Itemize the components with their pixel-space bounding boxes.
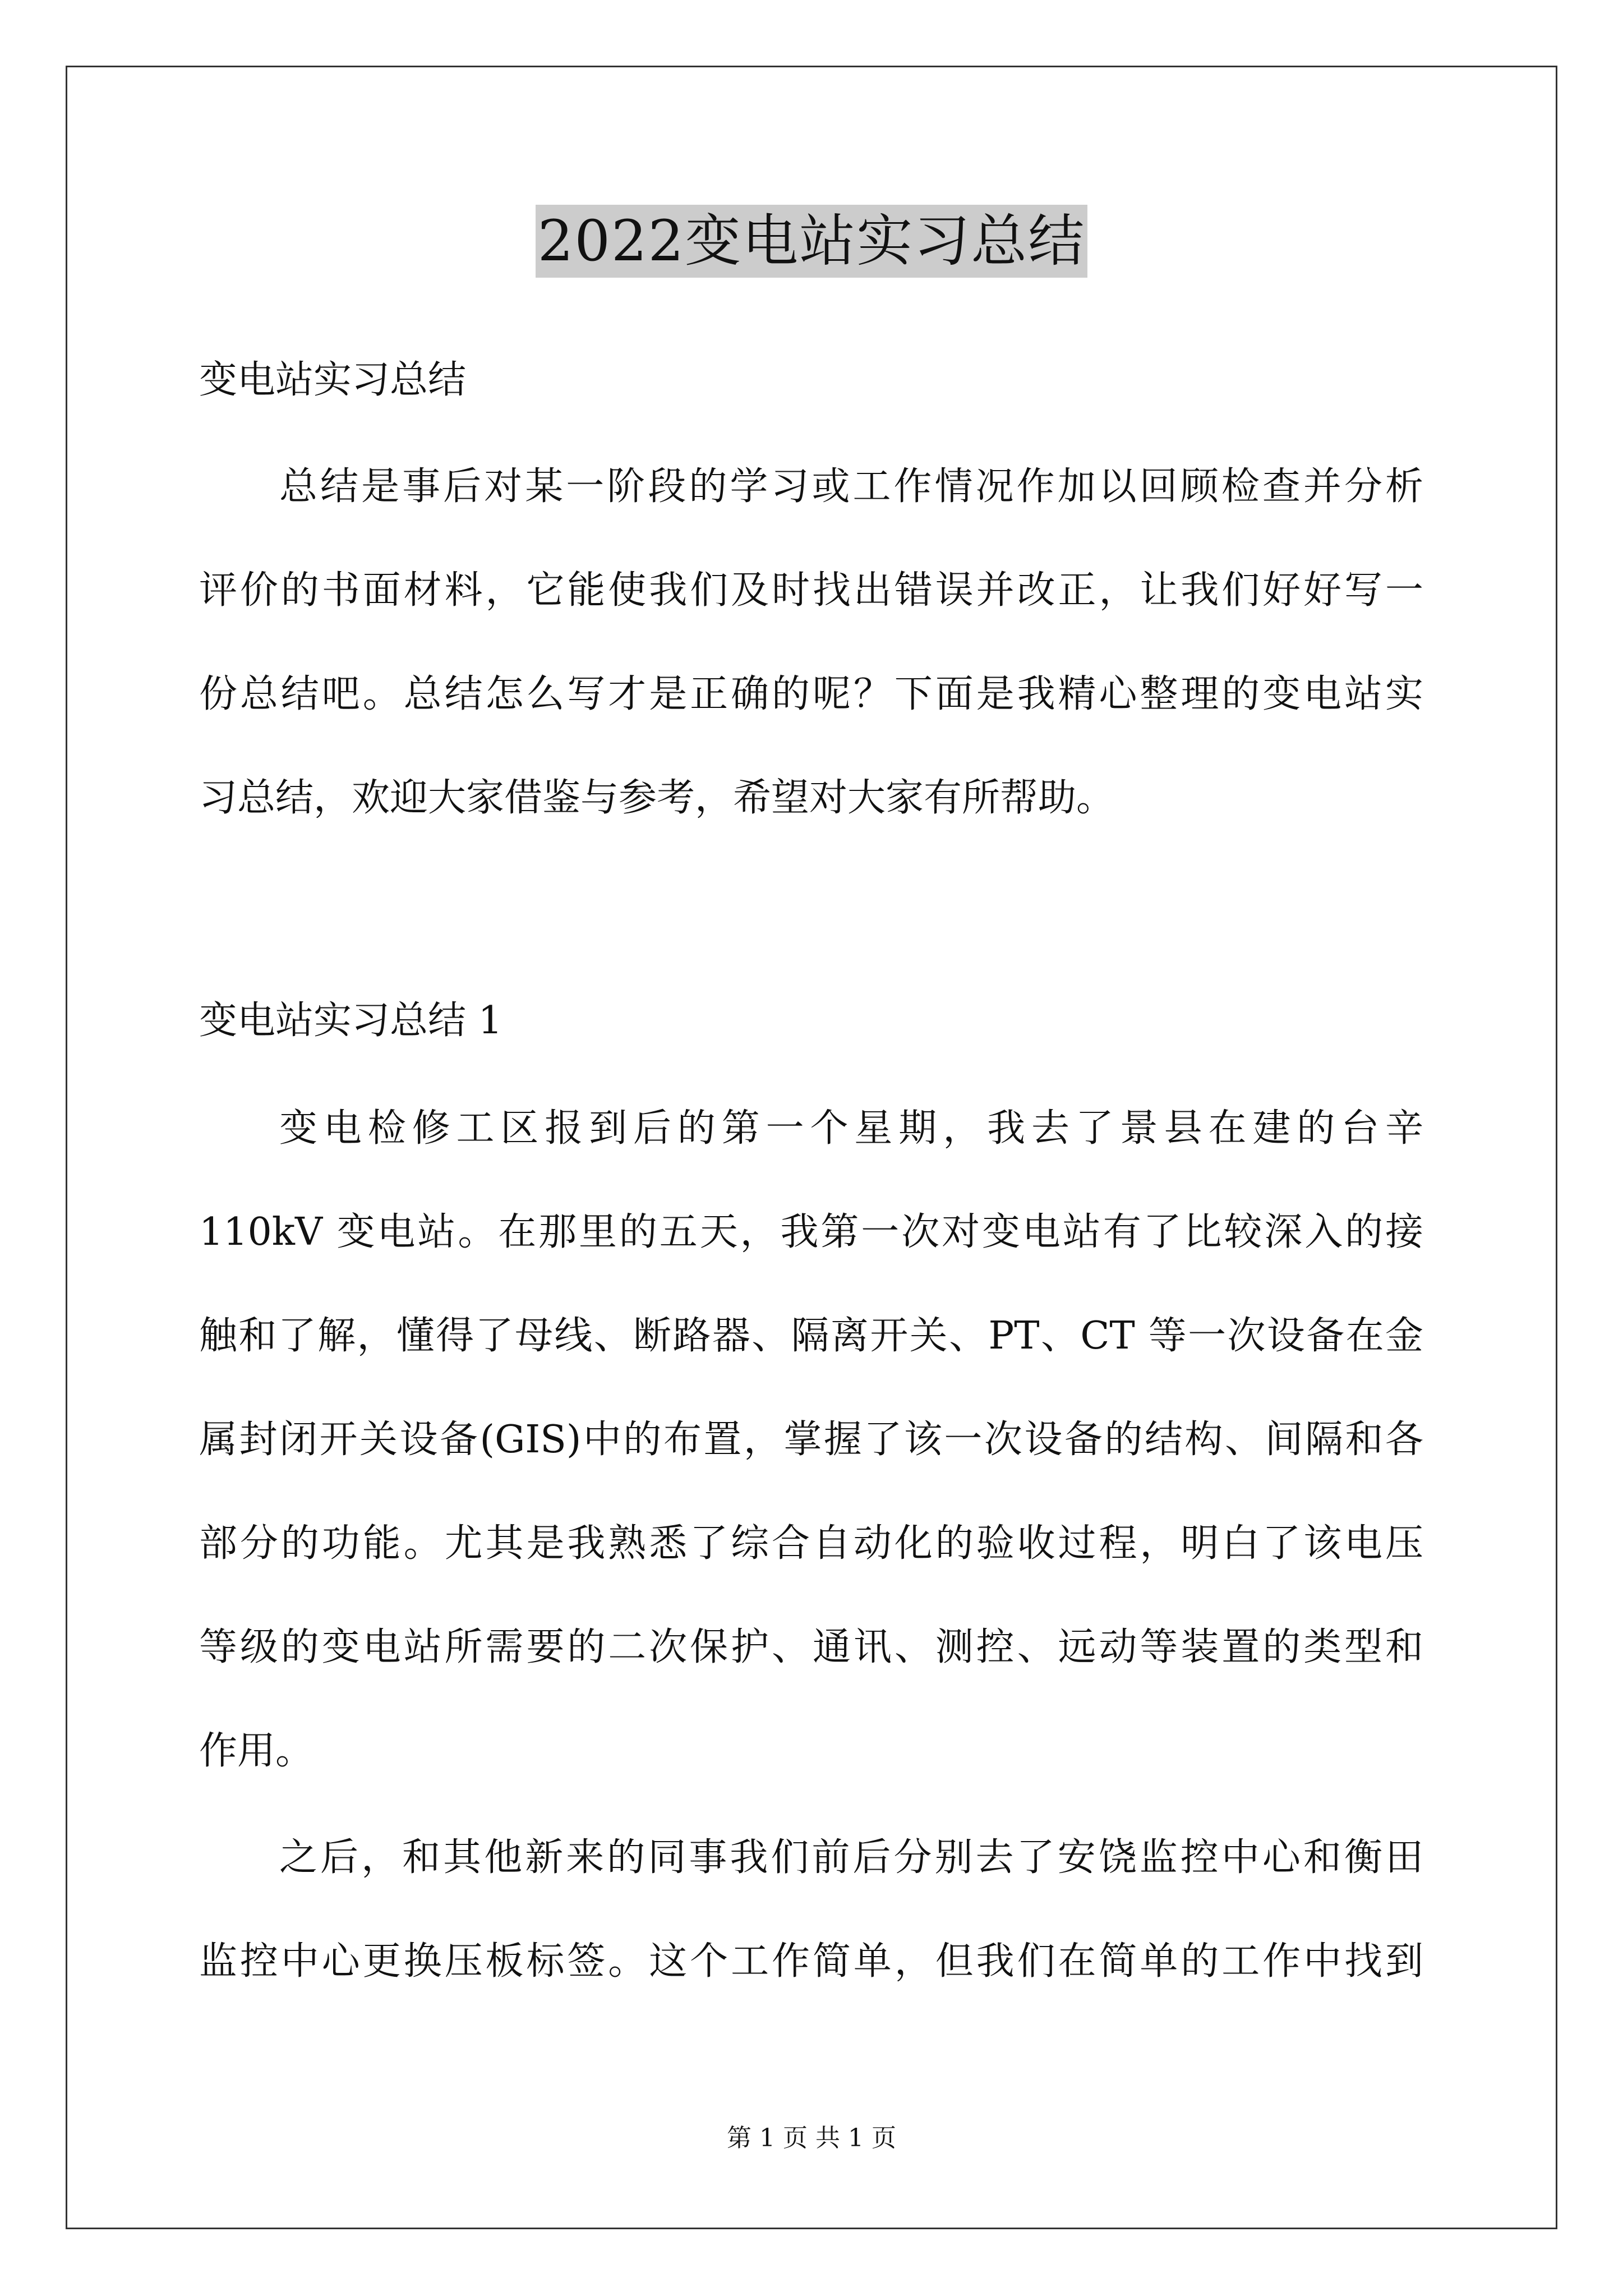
section-1-paragraph-line: 等级的变电站所需要的二次保护、通讯、测控、远动等装置的类型和	[199, 1625, 1423, 1669]
section-1-paragraph-line: 触和了解，懂得了母线、断路器、隔离开关、PT、CT 等一次设备在金	[199, 1314, 1423, 1358]
intro-heading: 变电站实习总结	[199, 358, 467, 402]
intro-paragraph-line: 评价的书面材料，它能使我们及时找出错误并改正，让我们好好写一	[199, 568, 1423, 613]
section-1-paragraph-line: 变电检修工区报到后的第一个星期，我去了景县在建的台辛	[279, 1106, 1423, 1151]
intro-paragraph-line: 份总结吧。总结怎么写才是正确的呢？下面是我精心整理的变电站实	[199, 672, 1423, 716]
intro-paragraph-line: 习总结，欢迎大家借鉴与参考，希望对大家有所帮助。	[199, 776, 1115, 820]
section-1-heading: 变电站实习总结 1	[199, 999, 502, 1043]
section-1-paragraph-line: 作用。	[199, 1729, 314, 1773]
document-title: 2022变电站实习总结	[536, 205, 1088, 278]
section-1-paragraph-line: 部分的功能。尤其是我熟悉了综合自动化的验收过程，明白了该电压	[199, 1521, 1423, 1566]
section-1-paragraph-line: 110kV 变电站。在那里的五天，我第一次对变电站有了比较深入的接	[199, 1210, 1423, 1254]
page-number-footer: 第 1 页 共 1 页	[727, 2124, 896, 2152]
title-wrap	[0, 205, 1623, 278]
section-1-paragraph-line: 属封闭开关设备(GIS)中的布置，掌握了该一次设备的结构、间隔和各	[199, 1418, 1423, 1462]
intro-paragraph-line: 总结是事后对某一阶段的学习或工作情况作加以回顾检查并分析	[279, 464, 1423, 509]
paragraph-2-line: 之后，和其他新来的同事我们前后分别去了安饶监控中心和衡田	[279, 1835, 1423, 1880]
paragraph-2-line: 监控中心更换压板标签。这个工作简单，但我们在简单的工作中找到	[199, 1939, 1423, 1984]
